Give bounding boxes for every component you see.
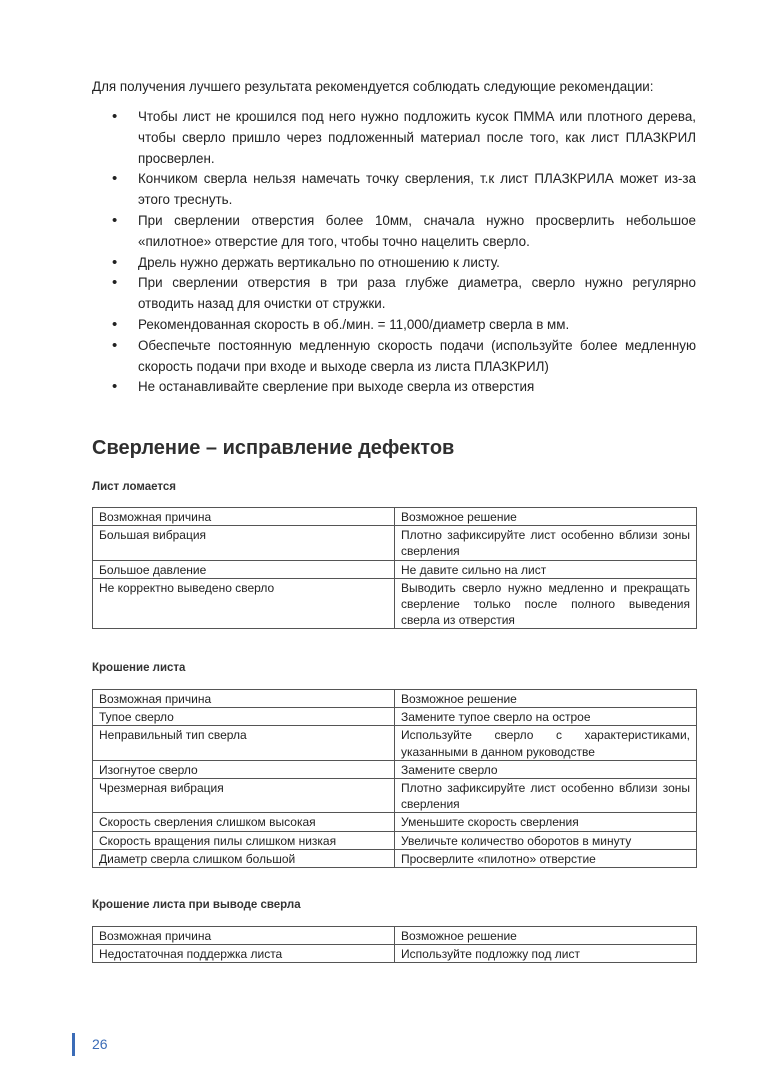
- table-cell: Большая вибрация: [93, 526, 395, 560]
- page-number: 26: [92, 1036, 108, 1052]
- table-cell: Скорость вращения пилы слишком низкая: [93, 831, 395, 849]
- table-cell: Уменьшите скорость сверления: [395, 813, 697, 831]
- table-cell: Тупое сверло: [93, 708, 395, 726]
- table-header-row: [93, 690, 697, 708]
- table-cell: Большое давление: [93, 560, 395, 578]
- table-cell: Используйте сверло с характеристиками, указанными в данном руководстве: [395, 726, 697, 760]
- table-header-cell: Возможное решение: [395, 508, 697, 526]
- table-header-cell: Возможная причина: [93, 690, 395, 708]
- table-cell: Просверлите «пилотно» отверстие: [395, 849, 697, 867]
- table-cell: Диаметр сверла слишком большой: [93, 849, 395, 867]
- table-row: [93, 708, 697, 726]
- table-cell: Замените сверло: [395, 760, 697, 778]
- table-row: [93, 578, 697, 629]
- table-header-cell: Возможная причина: [93, 927, 395, 945]
- table-cell: Изогнутое сверло: [93, 760, 395, 778]
- table-cell: Замените тупое сверло на острое: [395, 708, 697, 726]
- table-row: [93, 813, 697, 831]
- section-heading: Сверление – исправление дефектов: [92, 437, 455, 459]
- list-item: • При сверлении отверстия более 10мм, сначала нужно просверлить небольшое «пилотное» отверстие для того, чтобы точно нацелить сверло.: [92, 211, 696, 253]
- table-cell: Недостаточная поддержка листа: [93, 945, 395, 963]
- table-title-crumbling-exit: Крошение листа при выводе сверла: [92, 899, 301, 911]
- recommendations-list: [92, 107, 696, 398]
- table-crumbling-exit: [92, 926, 697, 963]
- table-header-cell: Возможное решение: [395, 927, 697, 945]
- table-row: [93, 779, 697, 813]
- table-header-cell: Возможное решение: [395, 690, 697, 708]
- table-row: [93, 945, 697, 963]
- table-row: [93, 560, 697, 578]
- table-row: [93, 831, 697, 849]
- table-cell: Плотно зафиксируйте лист особенно вблизи зоны сверления: [395, 779, 697, 813]
- table-crumbling: [92, 689, 697, 868]
- table-row: [93, 526, 697, 560]
- list-item: • При сверлении отверстия в три раза глубже диаметра, сверло нужно регулярно отводить назад для очистки от стружки.: [92, 273, 696, 315]
- table-header-cell: Возможная причина: [93, 508, 395, 526]
- table-header-row: [93, 508, 697, 526]
- table-title-crumbling: Крошение листа: [92, 662, 186, 674]
- table-cell: Увеличьте количество оборотов в минуту: [395, 831, 697, 849]
- table-row: [93, 849, 697, 867]
- table-cell: Не корректно выведено сверло: [93, 578, 395, 629]
- list-item: • Рекомендованная скорость в об./мин. = 11,000/диаметр сверла в мм.: [92, 315, 696, 336]
- table-header-row: [93, 927, 697, 945]
- list-item: • Чтобы лист не крошился под него нужно подложить кусок ПММА или плотного дерева, чтобы сверло пришло через подложенный материал после того, как лист ПЛАЗКРИЛ просверлен.: [92, 107, 696, 169]
- list-item: • Дрель нужно держать вертикально по отношению к листу.: [92, 253, 696, 274]
- list-item: • Обеспечьте постоянную медленную скорость подачи (используйте более медленную скорость подачи при входе и выходе сверла из листа ПЛАЗКРИЛ): [92, 336, 696, 378]
- list-item: • Кончиком сверла нельзя намечать точку сверления, т.к лист ПЛАЗКРИЛА может из-за этого треснуть.: [92, 169, 696, 211]
- table-title-sheet-breaks: Лист ломается: [92, 481, 176, 493]
- table-cell: Выводить сверло нужно медленно и прекращать сверление только после полного выведения сверла из отверстия: [395, 578, 697, 629]
- table-cell: Плотно зафиксируйте лист особенно вблизи зоны сверления: [395, 526, 697, 560]
- table-cell: Неправильный тип сверла: [93, 726, 395, 760]
- table-row: [93, 760, 697, 778]
- table-cell: Чрезмерная вибрация: [93, 779, 395, 813]
- table-sheet-breaks: [92, 507, 697, 629]
- footer-accent-bar: [72, 1033, 75, 1056]
- list-item: • Не останавливайте сверление при выходе сверла из отверстия: [92, 377, 696, 398]
- table-cell: Используйте подложку под лист: [395, 945, 697, 963]
- table-cell: Скорость сверления слишком высокая: [93, 813, 395, 831]
- table-row: [93, 726, 697, 760]
- table-cell: Не давите сильно на лист: [395, 560, 697, 578]
- intro-paragraph: Для получения лучшего результата рекомендуется соблюдать следующие рекомендации:: [92, 79, 654, 94]
